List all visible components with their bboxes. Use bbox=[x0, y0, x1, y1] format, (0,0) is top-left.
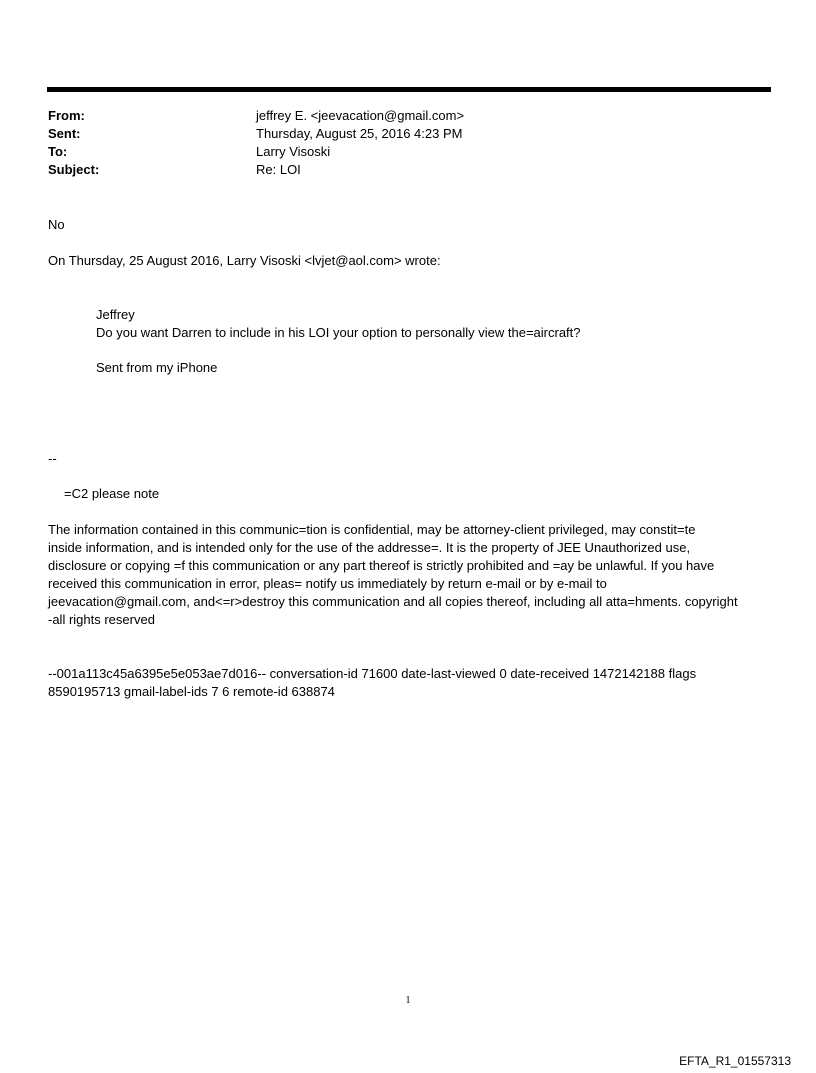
disclaimer-line: The information contained in this communic=tion is confidential, may be attorney-client privileged, may constit=te bbox=[48, 522, 696, 537]
disclaimer-paragraph bbox=[48, 521, 772, 629]
header-rule bbox=[47, 87, 771, 92]
document-id: EFTA_R1_01557313 bbox=[679, 1054, 791, 1068]
metadata-line: 8590195713 gmail-label-ids 7 6 remote-id 638874 bbox=[48, 684, 335, 699]
disclaimer-line: jeevacation@gmail.com, and<=r>destroy this communication and all copies thereof, including all atta=hments. copyright bbox=[48, 594, 738, 609]
sent-value: Thursday, August 25, 2016 4:23 PM bbox=[256, 126, 463, 141]
to-label: To: bbox=[48, 144, 68, 159]
disclaimer-line: disclosure or copying =f this communication or any part thereof is strictly prohibited and =ay be unlawful. If you have bbox=[48, 558, 715, 573]
subject-value: Re: LOI bbox=[256, 162, 301, 177]
disclaimer-line: inside information, and is intended only for the use of the addresse=. It is the property of JEE Unauthorized use, bbox=[48, 540, 691, 555]
disclaimer-line: received this communication in error, pleas= notify us immediately by return e-mail or by e-mail to bbox=[48, 576, 607, 591]
from-value: jeffrey E. <jeevacation@gmail.com> bbox=[256, 108, 465, 123]
quote-intro: On Thursday, 25 August 2016, Larry Visoski <lvjet@aol.com> wrote: bbox=[48, 253, 441, 268]
metadata-line: --001a113c45a6395e5e053ae7d016-- conversation-id 71600 date-last-viewed 0 date-received 1472142188 flags bbox=[48, 666, 697, 681]
disclaimer-line: -all rights reserved bbox=[48, 612, 155, 627]
page-number: 1 bbox=[405, 995, 411, 1006]
sent-label: Sent: bbox=[48, 126, 81, 141]
quoted-signature: Sent from my iPhone bbox=[96, 360, 218, 375]
quoted-question: Do you want Darren to include in his LOI your option to personally view the=aircraft? bbox=[96, 325, 581, 340]
metadata-paragraph bbox=[48, 665, 772, 701]
reply-text: No bbox=[48, 217, 65, 232]
please-note: =C2 please note bbox=[64, 486, 160, 501]
quoted-greeting: Jeffrey bbox=[96, 307, 135, 322]
from-label: From: bbox=[48, 108, 85, 123]
to-value: Larry Visoski bbox=[256, 144, 331, 159]
subject-label: Subject: bbox=[48, 162, 100, 177]
separator: -- bbox=[48, 451, 57, 466]
